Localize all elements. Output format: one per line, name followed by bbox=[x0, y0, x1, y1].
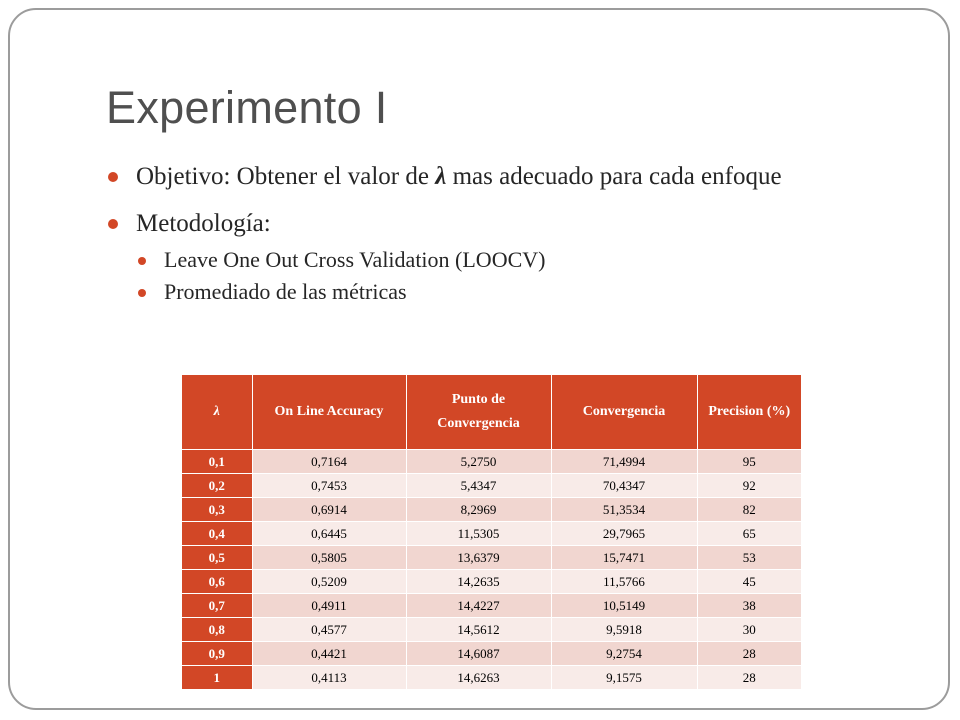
cell-convergence: 10,5149 bbox=[551, 594, 697, 618]
cell-convergence-point: 5,4347 bbox=[406, 474, 551, 498]
cell-convergence: 15,7471 bbox=[551, 546, 697, 570]
cell-convergence: 9,2754 bbox=[551, 642, 697, 666]
table-row bbox=[182, 594, 801, 618]
table-row bbox=[182, 618, 801, 642]
cell-online-accuracy: 0,4911 bbox=[252, 594, 406, 618]
cell-lambda: 0,4 bbox=[182, 522, 252, 546]
table-body bbox=[182, 450, 801, 690]
cell-online-accuracy: 0,5209 bbox=[252, 570, 406, 594]
cell-lambda: 0,5 bbox=[182, 546, 252, 570]
cell-online-accuracy: 0,7164 bbox=[252, 450, 406, 474]
cell-precision: 95 bbox=[697, 450, 801, 474]
bullet-objective bbox=[108, 160, 868, 193]
cell-precision: 30 bbox=[697, 618, 801, 642]
results-table bbox=[182, 375, 801, 689]
sub-bullet-averaging bbox=[108, 276, 868, 308]
cell-convergence-point: 14,6087 bbox=[406, 642, 551, 666]
lambda-symbol: λ bbox=[435, 163, 447, 190]
cell-precision: 45 bbox=[697, 570, 801, 594]
cell-online-accuracy: 0,7453 bbox=[252, 474, 406, 498]
cell-convergence-point: 14,5612 bbox=[406, 618, 551, 642]
cell-online-accuracy: 0,5805 bbox=[252, 546, 406, 570]
cell-precision: 65 bbox=[697, 522, 801, 546]
cell-online-accuracy: 0,6914 bbox=[252, 498, 406, 522]
cell-lambda: 0,6 bbox=[182, 570, 252, 594]
cell-precision: 53 bbox=[697, 546, 801, 570]
table-header-row bbox=[182, 375, 801, 450]
cell-lambda: 0,2 bbox=[182, 474, 252, 498]
cell-precision: 82 bbox=[697, 498, 801, 522]
header-precision: Precision (%) bbox=[697, 375, 801, 450]
table-row bbox=[182, 474, 801, 498]
cell-convergence: 11,5766 bbox=[551, 570, 697, 594]
cell-convergence-point: 14,6263 bbox=[406, 666, 551, 690]
objective-suffix: mas adecuado para cada enfoque bbox=[446, 163, 782, 190]
methodology-label: Metodología: bbox=[136, 210, 271, 237]
cell-precision: 38 bbox=[697, 594, 801, 618]
sub-bullet-label: Leave One Out Cross Validation (LOOCV) bbox=[164, 247, 546, 272]
cell-online-accuracy: 0,4421 bbox=[252, 642, 406, 666]
table-row bbox=[182, 546, 801, 570]
bullet-methodology bbox=[108, 207, 868, 240]
table-row bbox=[182, 666, 801, 690]
table-row bbox=[182, 450, 801, 474]
sub-bullet-loocv bbox=[108, 244, 868, 276]
cell-convergence: 70,4347 bbox=[551, 474, 697, 498]
bullet-dot-icon bbox=[138, 257, 146, 265]
cell-convergence-point: 13,6379 bbox=[406, 546, 551, 570]
header-convergence: Convergencia bbox=[551, 375, 697, 450]
header-online-accuracy: On Line Accuracy bbox=[252, 375, 406, 450]
cell-lambda: 0,3 bbox=[182, 498, 252, 522]
cell-convergence: 71,4994 bbox=[551, 450, 697, 474]
cell-precision: 92 bbox=[697, 474, 801, 498]
cell-convergence: 9,1575 bbox=[551, 666, 697, 690]
cell-online-accuracy: 0,6445 bbox=[252, 522, 406, 546]
objective-prefix: Objetivo: Obtener el valor de bbox=[136, 163, 436, 190]
table-row bbox=[182, 498, 801, 522]
bullet-list bbox=[108, 160, 868, 308]
cell-convergence-point: 5,2750 bbox=[406, 450, 551, 474]
cell-lambda: 0,7 bbox=[182, 594, 252, 618]
cell-online-accuracy: 0,4113 bbox=[252, 666, 406, 690]
cell-convergence-point: 11,5305 bbox=[406, 522, 551, 546]
cell-lambda: 1 bbox=[182, 666, 252, 690]
cell-convergence-point: 14,4227 bbox=[406, 594, 551, 618]
cell-lambda: 0,8 bbox=[182, 618, 252, 642]
cell-convergence-point: 14,2635 bbox=[406, 570, 551, 594]
bullet-dot-icon bbox=[108, 172, 118, 182]
table-row bbox=[182, 522, 801, 546]
header-lambda: λ bbox=[182, 375, 252, 450]
cell-lambda: 0,9 bbox=[182, 642, 252, 666]
cell-convergence: 9,5918 bbox=[551, 618, 697, 642]
cell-convergence-point: 8,2969 bbox=[406, 498, 551, 522]
sub-bullet-label: Promediado de las métricas bbox=[164, 279, 407, 304]
cell-precision: 28 bbox=[697, 642, 801, 666]
cell-convergence: 51,3534 bbox=[551, 498, 697, 522]
header-convergence-point: Punto de Convergencia bbox=[406, 375, 551, 450]
table-row bbox=[182, 642, 801, 666]
cell-lambda: 0,1 bbox=[182, 450, 252, 474]
bullet-dot-icon bbox=[138, 289, 146, 297]
bullet-dot-icon bbox=[108, 219, 118, 229]
cell-convergence: 29,7965 bbox=[551, 522, 697, 546]
slide-title: Experimento I bbox=[106, 82, 388, 133]
cell-precision: 28 bbox=[697, 666, 801, 690]
cell-online-accuracy: 0,4577 bbox=[252, 618, 406, 642]
table-row bbox=[182, 570, 801, 594]
